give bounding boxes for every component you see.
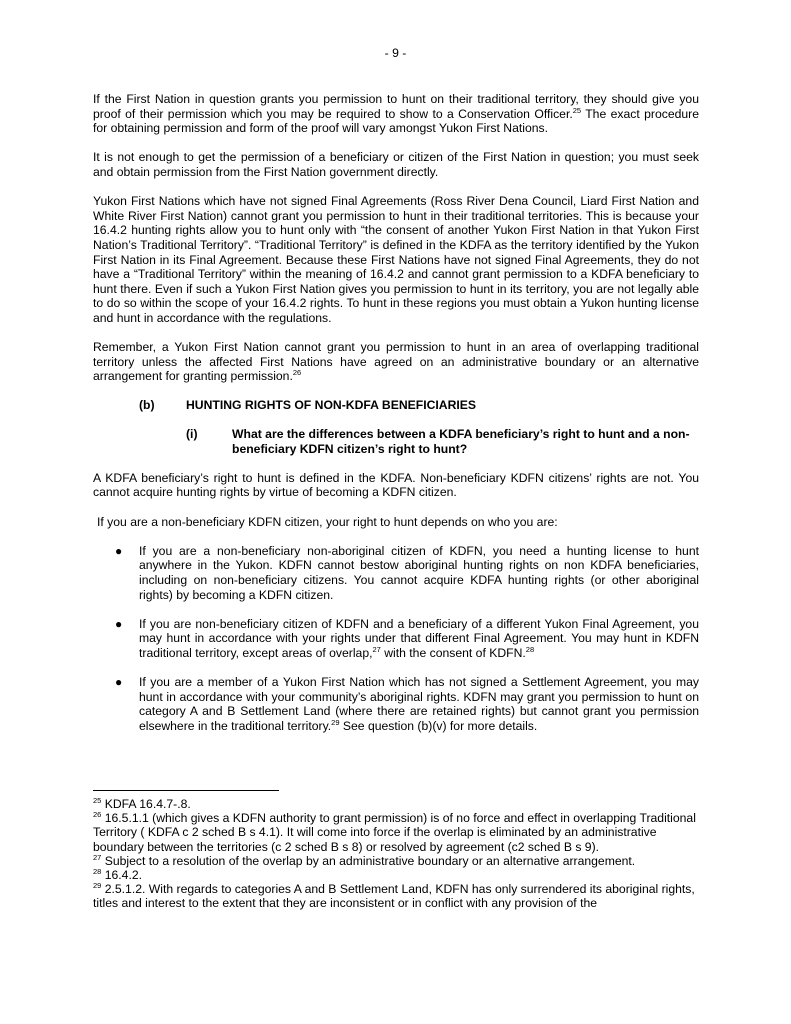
- paragraph-permission-proof: If the First Nation in question grants you permission to hunt on their traditional territory, they should give you proof of their permission which you may be required to show to a Conservation Officer.$^{25}$ The exact procedure for obtaining permission and form of the proof will vary amongst Yukon First Nations.: [93, 92, 700, 136]
- list-item: ● If you are a member of a Yukon First Nation which has not signed a Settlement Agreement, you may hunt in accordance with your community’s aboriginal rights. KDFN may grant you permission to hunt on category A and B Settlement Land (where there are retained rights) but cannot grant you permission elsewhere in the traditional territory.$^{29}$ See question (b)(v) for more details.: [93, 675, 699, 733]
- bullet-list: [93, 544, 699, 734]
- section-heading-b: (b) HUNTING RIGHTS OF NON-KDFA BENEFICIARIES: [139, 398, 477, 413]
- body-text: [93, 92, 699, 748]
- page-number: - 9 -: [384, 46, 407, 60]
- footnote-29: $^{29}$ 2.5.1.2. With regards to categories A and B Settlement Land, KDFN has only surrendered its aboriginal rights, titles and interest to the extent that they are inconsistent or in conflict with any provision of the: [93, 881, 695, 911]
- footnote-divider: [93, 790, 279, 791]
- footnote-ref-25[interactable]: 25: [572, 105, 582, 115]
- footnotes: [93, 797, 699, 911]
- footnote-28: $^{28}$ 16.4.2.: [93, 867, 143, 883]
- footnote-27: $^{27}$ Subject to a resolution of the overlap by an administrative boundary or an alternative arrangement.: [93, 852, 636, 868]
- paragraph-intro-list: If you are a non-beneficiary KDFN citizen, your right to hunt depends on who you are:: [97, 514, 558, 529]
- bullet-icon: ●: [115, 616, 123, 631]
- footnote-26: $^{26}$ 16.5.1.1 (which gives a KDFN authority to grant permission) is of no force and effect in overlapping Traditional Territory ( KDFA c 2 sched B s 4.1). It will come into force if the overlap is eliminated by an administrative boundary between the territories (c 2 sched B s 8) or resolved by agreement (c2 sched B s 9).: [93, 810, 696, 854]
- footnote-ref-28[interactable]: 28: [525, 644, 535, 654]
- paragraph-overlap: Remember, a Yukon First Nation cannot grant you permission to hunt in an area of overlapping traditional territory unless the affected First Nations have agreed on an administrative boundary or an alternative arrangement for granting permission.$^{26}$: [93, 340, 699, 384]
- footnote-ref-27[interactable]: 27: [372, 644, 381, 654]
- list-item: ● If you are a non-beneficiary non-aboriginal citizen of KDFN, you need a hunting license to hunt anywhere in the Yukon. KDFN cannot bestow aboriginal hunting rights on non KDFA beneficiaries, including on non-beneficiary citizens. You cannot acquire KDFA hunting rights (or other aboriginal rights) by becoming a KDFN citizen.: [93, 544, 699, 602]
- paragraph-unsigned-nations: Yukon First Nations which have not signed Final Agreements (Ross River Dena Council, Liard First Nation and White River First Nation) cannot grant you permission to hunt in their traditional territories. This is because your 16.4.2 hunting rights allow you to hunt only with “the consent of another Yukon First Nation in that Yukon First Nation’s Traditional Territory”. “Traditional Territory” is defined in the KDFA as the territory identified by the Yukon First Nation in its Final Agreement. Because these First Nations have not signed Final Agreements, they do not have a “Traditional Territory” within the meaning of 16.4.2 and cannot grant permission to a KDFA beneficiary to hunt there. Even if such a Yukon First Nation gives you permission to hunt in its territory, you are not legally able to do so within the scope of your 16.4.2 rights. To hunt in these regions you must obtain a Yukon hunting license and hunt in accordance with the regulations.: [93, 194, 699, 325]
- paragraph-kdfa-vs-citizen: A KDFA beneficiary’s right to hunt is defined in the KDFA. Non-beneficiary KDFN citizens’ rights are not. You cannot acquire hunting rights by virtue of becoming a KDFN citizen.: [93, 470, 699, 500]
- footnote-25: $^{25}$ KDFA 16.4.7-.8.: [93, 796, 191, 811]
- footnote-ref-29[interactable]: 29: [331, 717, 340, 727]
- footnote-ref-26[interactable]: 26: [292, 368, 302, 378]
- list-item: ● If you are non-beneficiary citizen of KDFN and a beneficiary of a different Yukon Final Agreement, you may hunt in accordance with your rights under that different Final Agreement. You may hunt in KDFN traditional territory, except areas of overlap,$^{27}$ with the consent of KDFN.$^{28}$: [93, 617, 699, 661]
- bullet-icon: ●: [115, 543, 123, 558]
- bullet-icon: ●: [115, 675, 123, 690]
- paragraph-government-permission: It is not enough to get the permission of a beneficiary or citizen of the First Nation in question; you must seek and obtain permission from the First Nation government directly.: [93, 150, 699, 179]
- subsection-heading-i: (i) What are the differences between a KDFA beneficiary’s right to hunt and a non-beneficiary KDFN citizen’s right to hunt?: [186, 427, 690, 456]
